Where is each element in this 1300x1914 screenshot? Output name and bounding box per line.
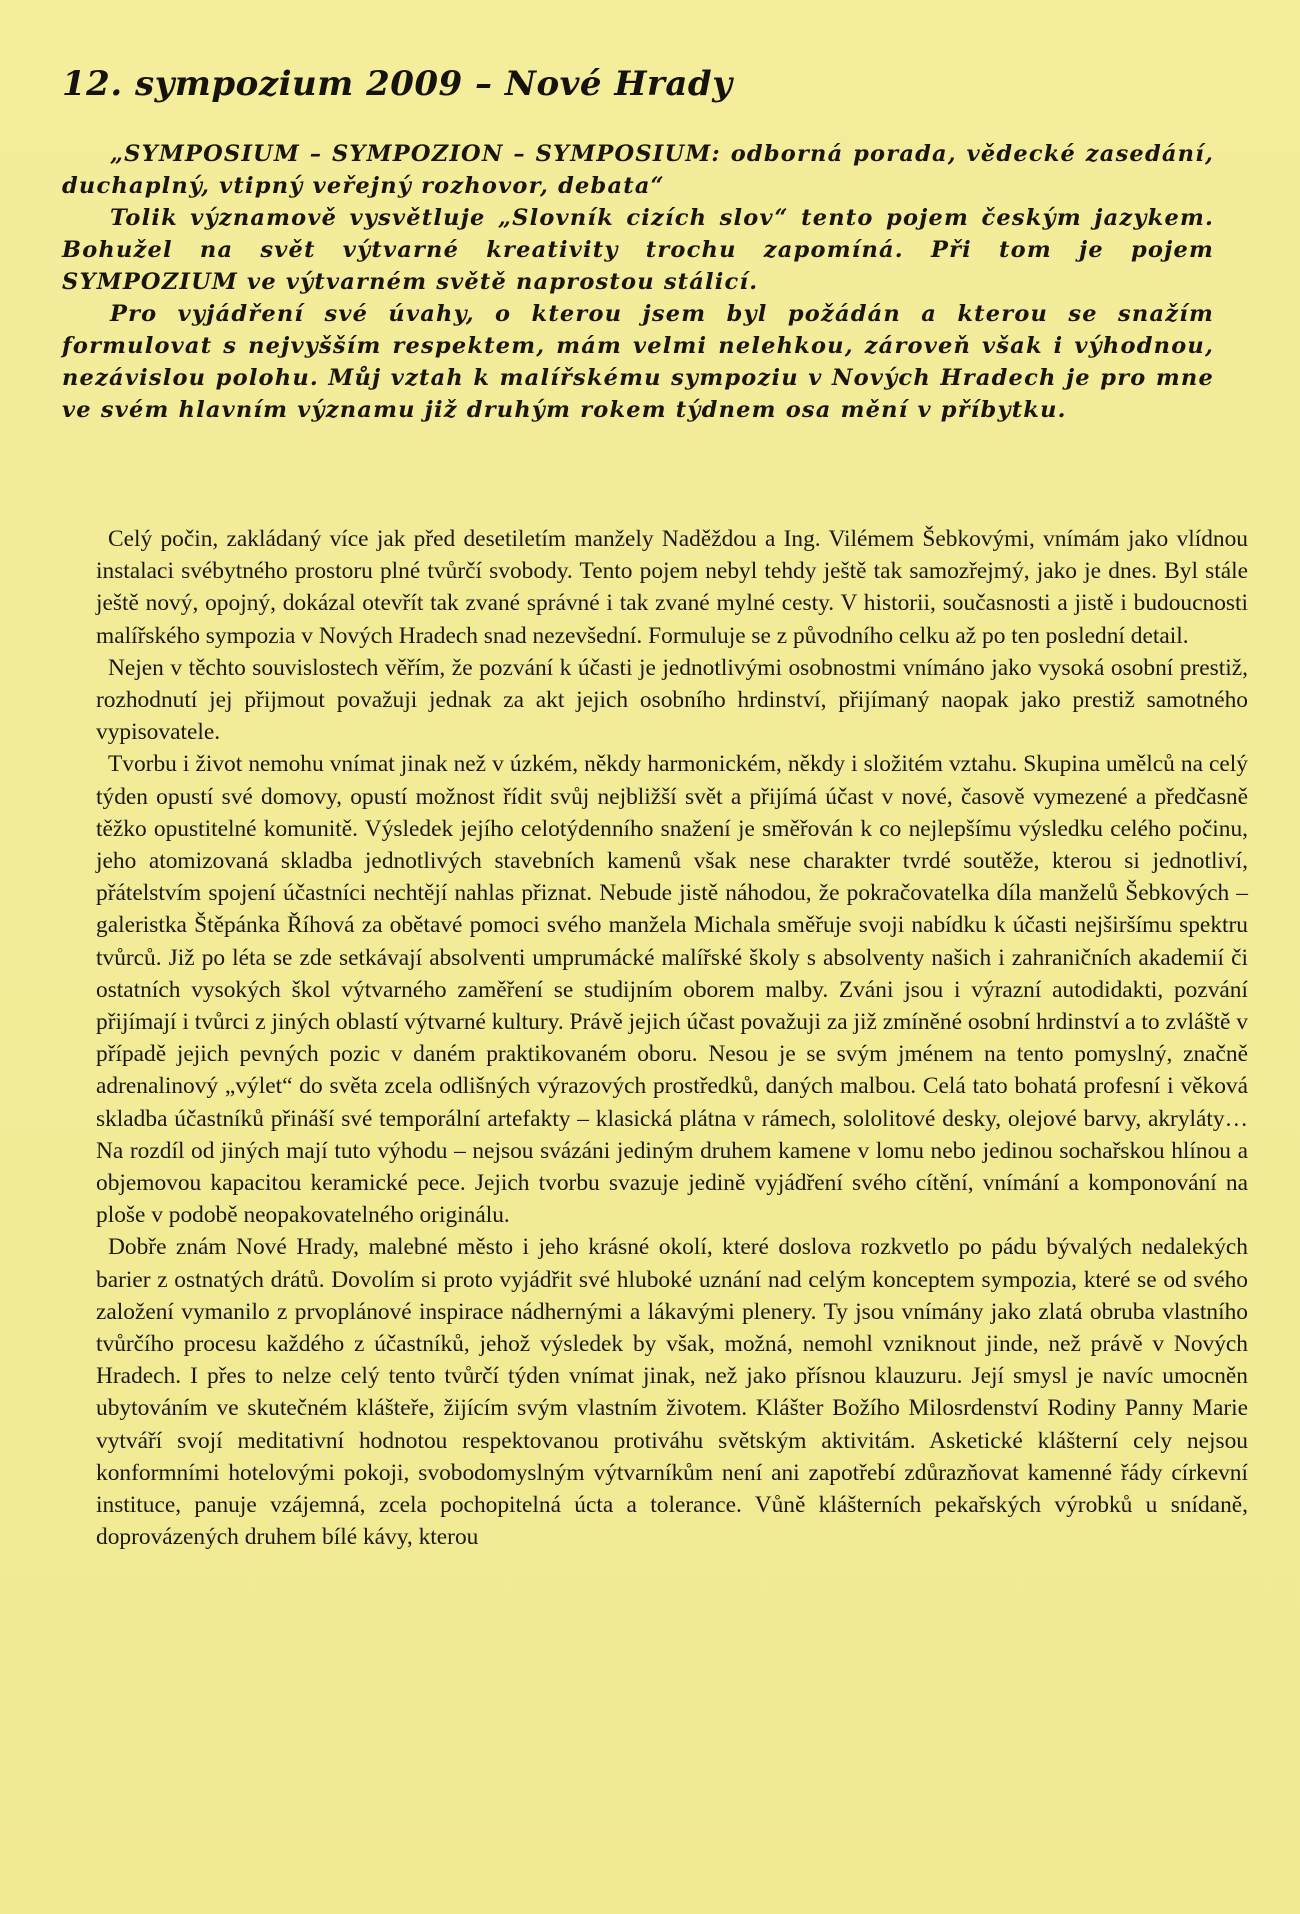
intro-block <box>62 138 1214 426</box>
body-paragraph: Nejen v těchto souvislostech věřím, že pozvání k účasti je jednotlivými osobnostmi vnímáno jako vysoká osobní prestiž, rozhodnutí jej přijmout považuji jednak za akt jejich osobního hrdinství, přijímaný naopak jako prestiž samotného vypisovatele. <box>96 654 1248 746</box>
body-paragraph: Dobře znám Nové Hrady, malebné město i jeho krásné okolí, které doslova rozkvetlo po pádu bývalých nedalekých barier z ostnatých drátů. Dovolím si proto vyjádřit své hluboké uznání nad celým konceptem sympozia, které se od svého založení vymanilo z prvoplánové inspirace nádhernými a lákavými plenery. Ty jsou vnímány jako zlatá obruba vlastního tvůrčího procesu každého z účastníků, jehož výsledek by však, možná, nemohl vzniknout jinde, než právě v Nových Hradech. I přes to nelze celý tento tvůrčí týden vnímat jinak, než jako přísnou klauzuru. Její smysl je navíc umocněn ubytováním ve skutečném klášteře, žijícím svým vlastním životem. Klášter Božího Milosrdenství Rodiny Panny Marie vytváří svojí meditativní hodnotou respektovanou protiváhu světským aktivitám. Asketické klášterní cely nejsou konformními hotelovými pokoji, svobodomyslným výtvarníkům není ani zapotřebí zdůrazňovat kamenné řády církevní instituce, panuje vzájemná, zcela pochopitelná úcta a tolerance. Vůně klášterních pekařských výrobků u snídaně, doprovázených druhem bílé kávy, kterou <box>96 1234 1248 1551</box>
page-title: 12. sympozium 2009 – Nové Hrady <box>62 64 733 104</box>
intro-paragraph: Tolik významově vysvětluje „Slovník cizích slov“ tento pojem českým jazykem. Bohužel na svět výtvarné kreativity trochu zapomíná. Při tom je pojem SYMPOZIUM ve výtvarném světě naprostou stálicí. <box>62 205 1214 295</box>
intro-paragraph: Pro vyjádření své úvahy, o kterou jsem byl požádán a kterou se snažím formulovat s nejvyšším respektem, mám velmi nelehkou, zároveň však i výhodnou, nezávislou polohu. Můj vztah k malířskému sympoziu v Nových Hradech je pro mne ve svém hlavním významu již druhým rokem týdnem osa mění v příbytku. <box>62 301 1214 423</box>
body-text <box>96 523 1248 1554</box>
body-paragraph: Tvorbu i život nemohu vnímat jinak než v úzkém, někdy harmonickém, někdy i složitém vztahu. Skupina umělců na celý týden opustí své domovy, opustí možnost řídit svůj nejbližší svět a přijímá účast v nové, časově vymezené a předčasně těžko opustitelné komunitě. Výsledek jejího celotýdenního snažení je směřován k co nejlepšímu výsledku celého počinu, jeho atomizovaná skladba jednotlivých stavebních kamenů však nese charakter tvrdé soutěže, kterou si jednotliví, přátelstvím spojení účastníci nechtějí nahlas přiznat. Nebude jistě náhodou, že pokračovatelka díla manželů Šebkových – galeristka Štěpánka Říhová za obětavé pomoci svého manžela Michala směřuje svoji nabídku k účasti nejširšímu spektru tvůrců. Již po léta se zde setkávají absolventi umprumácké malířské školy s absolventy našich i zahraničních akademií či ostatních vysokých škol výtvarného zaměření se studijním oborem malby. Zváni jsou i výrazní autodidakti, pozvání přijímají i tvůrci z jiných oblastí výtvarné kultury. Právě jejich účast považuji za již zmíněné osobní hrdinství a to zvláště v případě jejich pevných pozic v daném praktikovaném oboru. Nesou je se svým jménem na tento pomyslný, značně adrenalinový „výlet“ do světa zcela odlišných výrazových prostředků, daných malbou. Celá tato bohatá profesní i věková skladba účastníků přináší své temporální artefakty – klasická plátna v rámech, sololitové desky, olejové barvy, akryláty… Na rozdíl od jiných mají tuto výhodu – nejsou svázáni jediným druhem kamene v lomu nebo jedinou sochařskou hlínou a objemovou kapacitou keramické pece. Jejich tvorbu svazuje jedině vyjádření svého cítění, vnímání a komponování na ploše v podobě neopakovatelného originálu. <box>96 751 1248 1229</box>
body-paragraph: Celý počin, zakládaný více jak před desetiletím manžely Naděždou a Ing. Vilémem Šebkovými, vnímám jako vlídnou instalaci svébytného prostoru plné tvůrčí svobody. Tento pojem nebyl tehdy ještě tak samozřejmý, jako je dnes. Byl stále ještě nový, opojný, dokázal otevřít tak zvané správné i tak zvané mylné cesty. V historii, současnosti a jistě i budoucnosti malířského sympozia v Nových Hradech snad nezevšední. Formuluje se z původního celku až po ten poslední detail. <box>96 526 1248 649</box>
intro-paragraph: „SYMPOSIUM – SYMPOZION – SYMPOSIUM: odborná porada, vědecké zasedání, duchaplný, vtipný veřejný rozhovor, debata“ <box>62 141 1214 199</box>
